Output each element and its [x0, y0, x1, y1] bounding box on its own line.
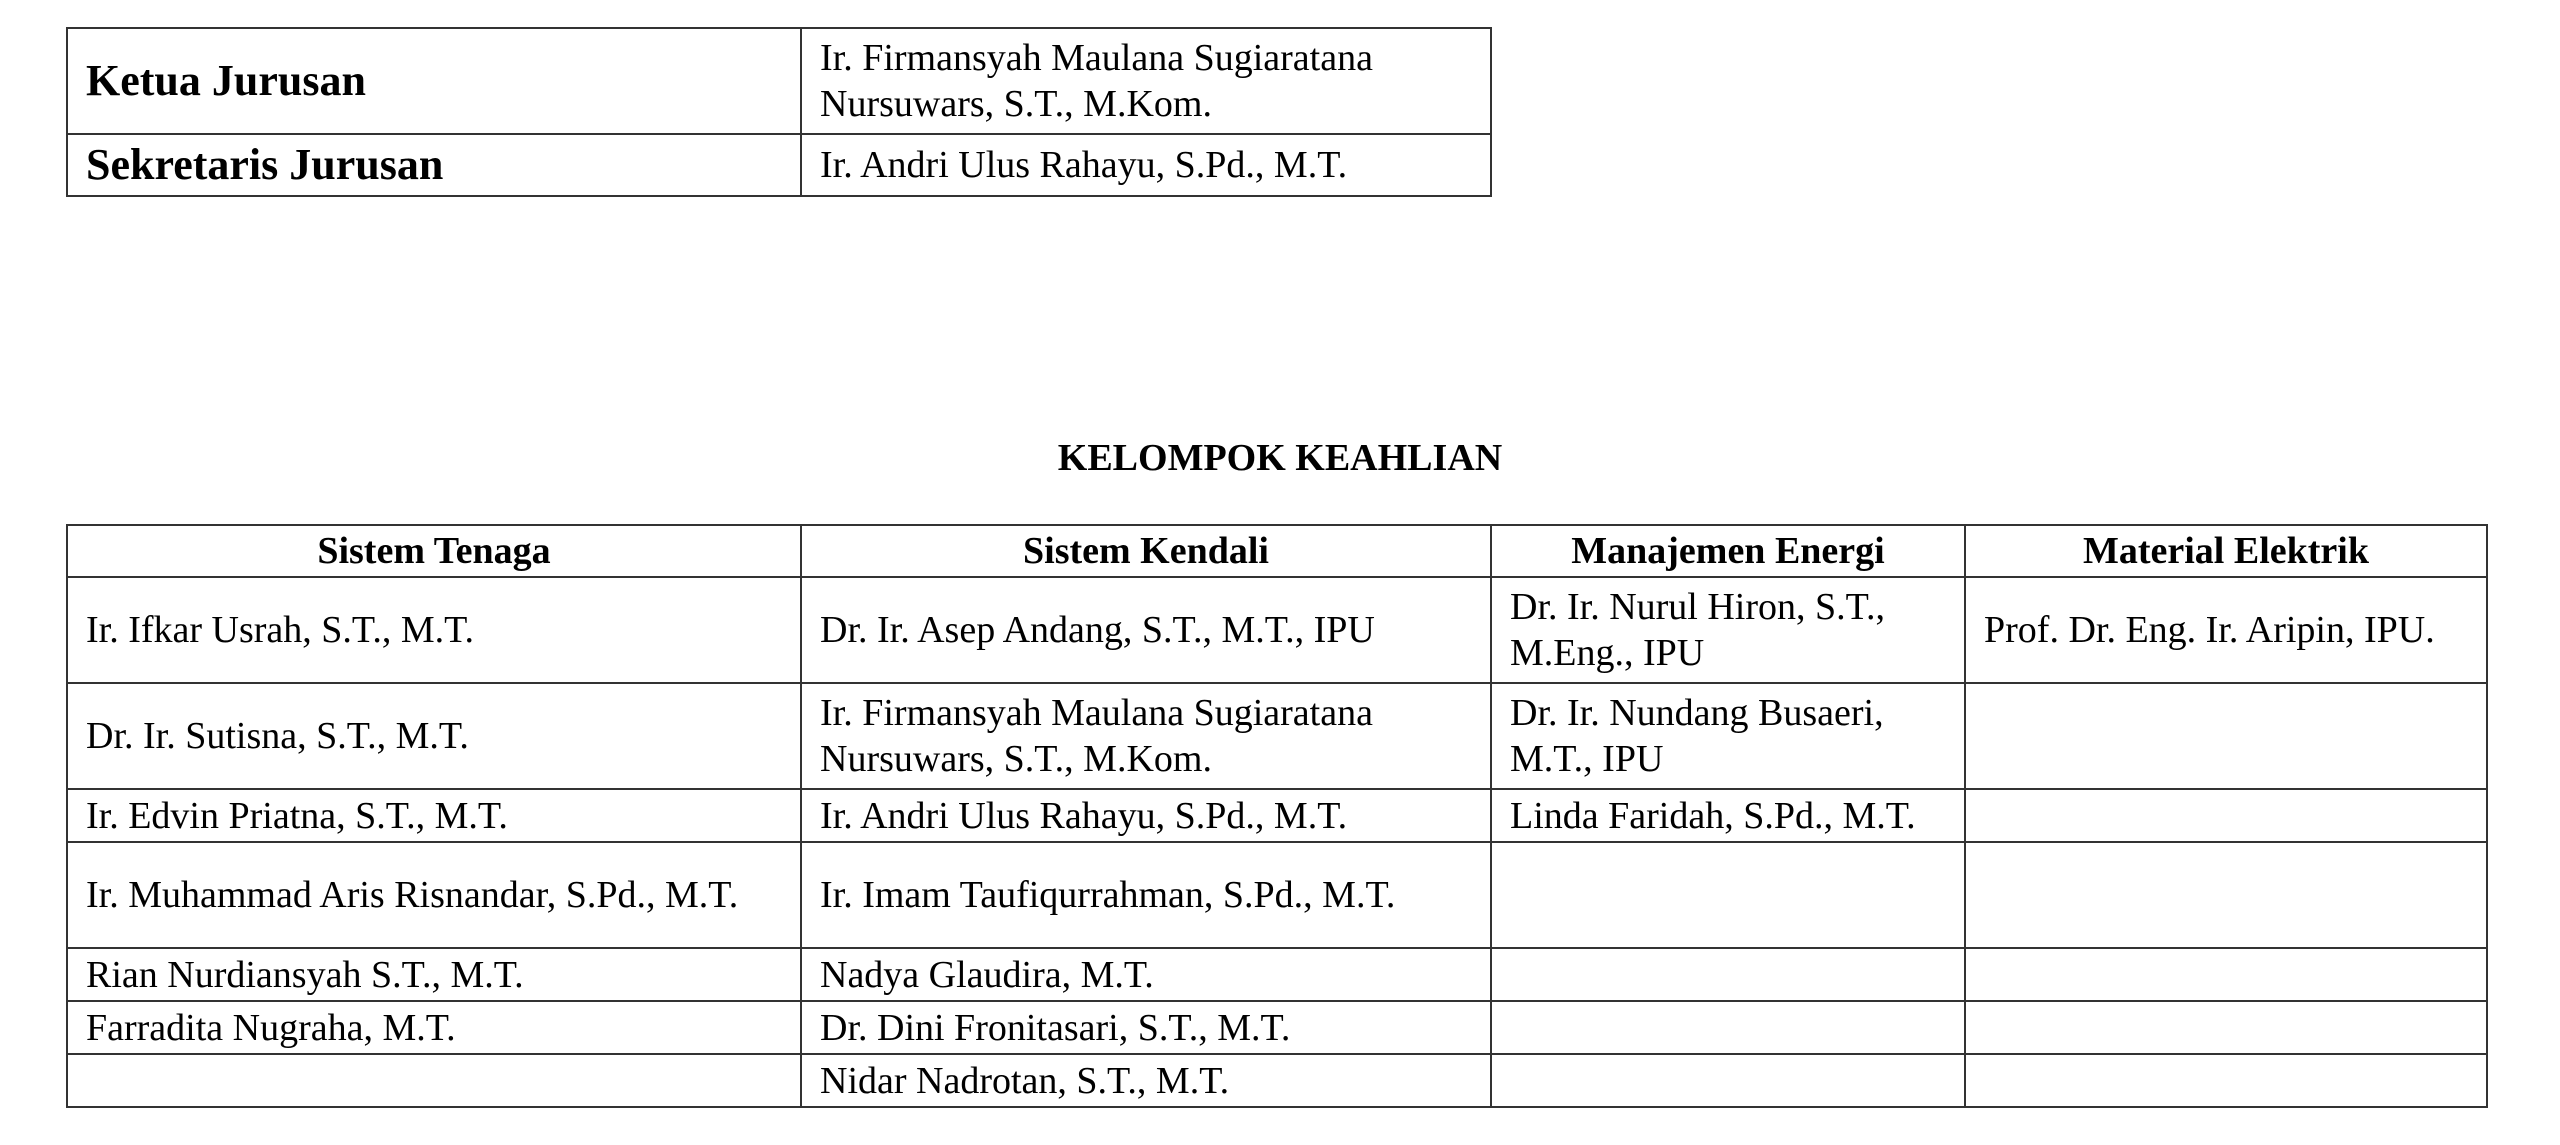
leadership-row: [67, 134, 1491, 196]
table-cell: Ir. Firmansyah Maulana Sugiaratana Nursuwars, S.T., M.Kom.: [801, 683, 1491, 789]
section-title: KELOMPOK KEAHLIAN: [1057, 437, 1503, 479]
role-cell: Sekretaris Jurusan: [67, 134, 801, 196]
table-cell: Prof. Dr. Eng. Ir. Aripin, IPU.: [1965, 577, 2487, 683]
table-row: [67, 577, 2487, 683]
table-cell: Dr. Ir. Asep Andang, S.T., M.T., IPU: [801, 577, 1491, 683]
table-cell: [1491, 1054, 1965, 1107]
table-cell: Ir. Edvin Priatna, S.T., M.T.: [67, 789, 801, 842]
table-cell: [1965, 789, 2487, 842]
table-cell: [67, 1054, 801, 1107]
table-row: [67, 789, 2487, 842]
table-cell: Ir. Andri Ulus Rahayu, S.Pd., M.T.: [801, 789, 1491, 842]
table-row: [67, 683, 2487, 789]
table-cell: Dr. Ir. Nundang Busaeri, M.T., IPU: [1491, 683, 1965, 789]
table-cell: [1491, 842, 1965, 948]
table-cell: Dr. Ir. Nurul Hiron, S.T., M.Eng., IPU: [1491, 577, 1965, 683]
table-cell: [1491, 1001, 1965, 1054]
table-cell: [1965, 842, 2487, 948]
column-header-material-elektrik: Material Elektrik: [1965, 525, 2487, 577]
column-header-manajemen-energi: Manajemen Energi: [1491, 525, 1965, 577]
table-cell: Linda Faridah, S.Pd., M.T.: [1491, 789, 1965, 842]
table-row: [67, 1001, 2487, 1054]
column-header-sistem-kendali: Sistem Kendali: [801, 525, 1491, 577]
table-cell: [1965, 1001, 2487, 1054]
table-row: [67, 948, 2487, 1001]
table-cell: [1965, 948, 2487, 1001]
table-cell: Ir. Muhammad Aris Risnandar, S.Pd., M.T.: [67, 842, 801, 948]
table-cell: [1965, 683, 2487, 789]
leadership-row: [67, 28, 1491, 134]
expertise-table: [66, 524, 2488, 1108]
role-cell: Ketua Jurusan: [67, 28, 801, 134]
column-header-sistem-tenaga: Sistem Tenaga: [67, 525, 801, 577]
table-cell: Dr. Ir. Sutisna, S.T., M.T.: [67, 683, 801, 789]
table-cell: Rian Nurdiansyah S.T., M.T.: [67, 948, 801, 1001]
table-row: [67, 1054, 2487, 1107]
table-cell: Ir. Ifkar Usrah, S.T., M.T.: [67, 577, 801, 683]
table-cell: Nidar Nadrotan, S.T., M.T.: [801, 1054, 1491, 1107]
table-row: [67, 842, 2487, 948]
name-cell: Ir. Firmansyah Maulana Sugiaratana Nursuwars, S.T., M.Kom.: [801, 28, 1491, 134]
table-cell: [1965, 1054, 2487, 1107]
table-cell: Nadya Glaudira, M.T.: [801, 948, 1491, 1001]
table-cell: Farradita Nugraha, M.T.: [67, 1001, 801, 1054]
table-cell: Dr. Dini Fronitasari, S.T., M.T.: [801, 1001, 1491, 1054]
table-cell: [1491, 948, 1965, 1001]
name-cell: Ir. Andri Ulus Rahayu, S.Pd., M.T.: [801, 134, 1491, 196]
header-row: [67, 525, 2487, 577]
table-cell: Ir. Imam Taufiqurrahman, S.Pd., M.T.: [801, 842, 1491, 948]
leadership-table: [66, 27, 1492, 197]
